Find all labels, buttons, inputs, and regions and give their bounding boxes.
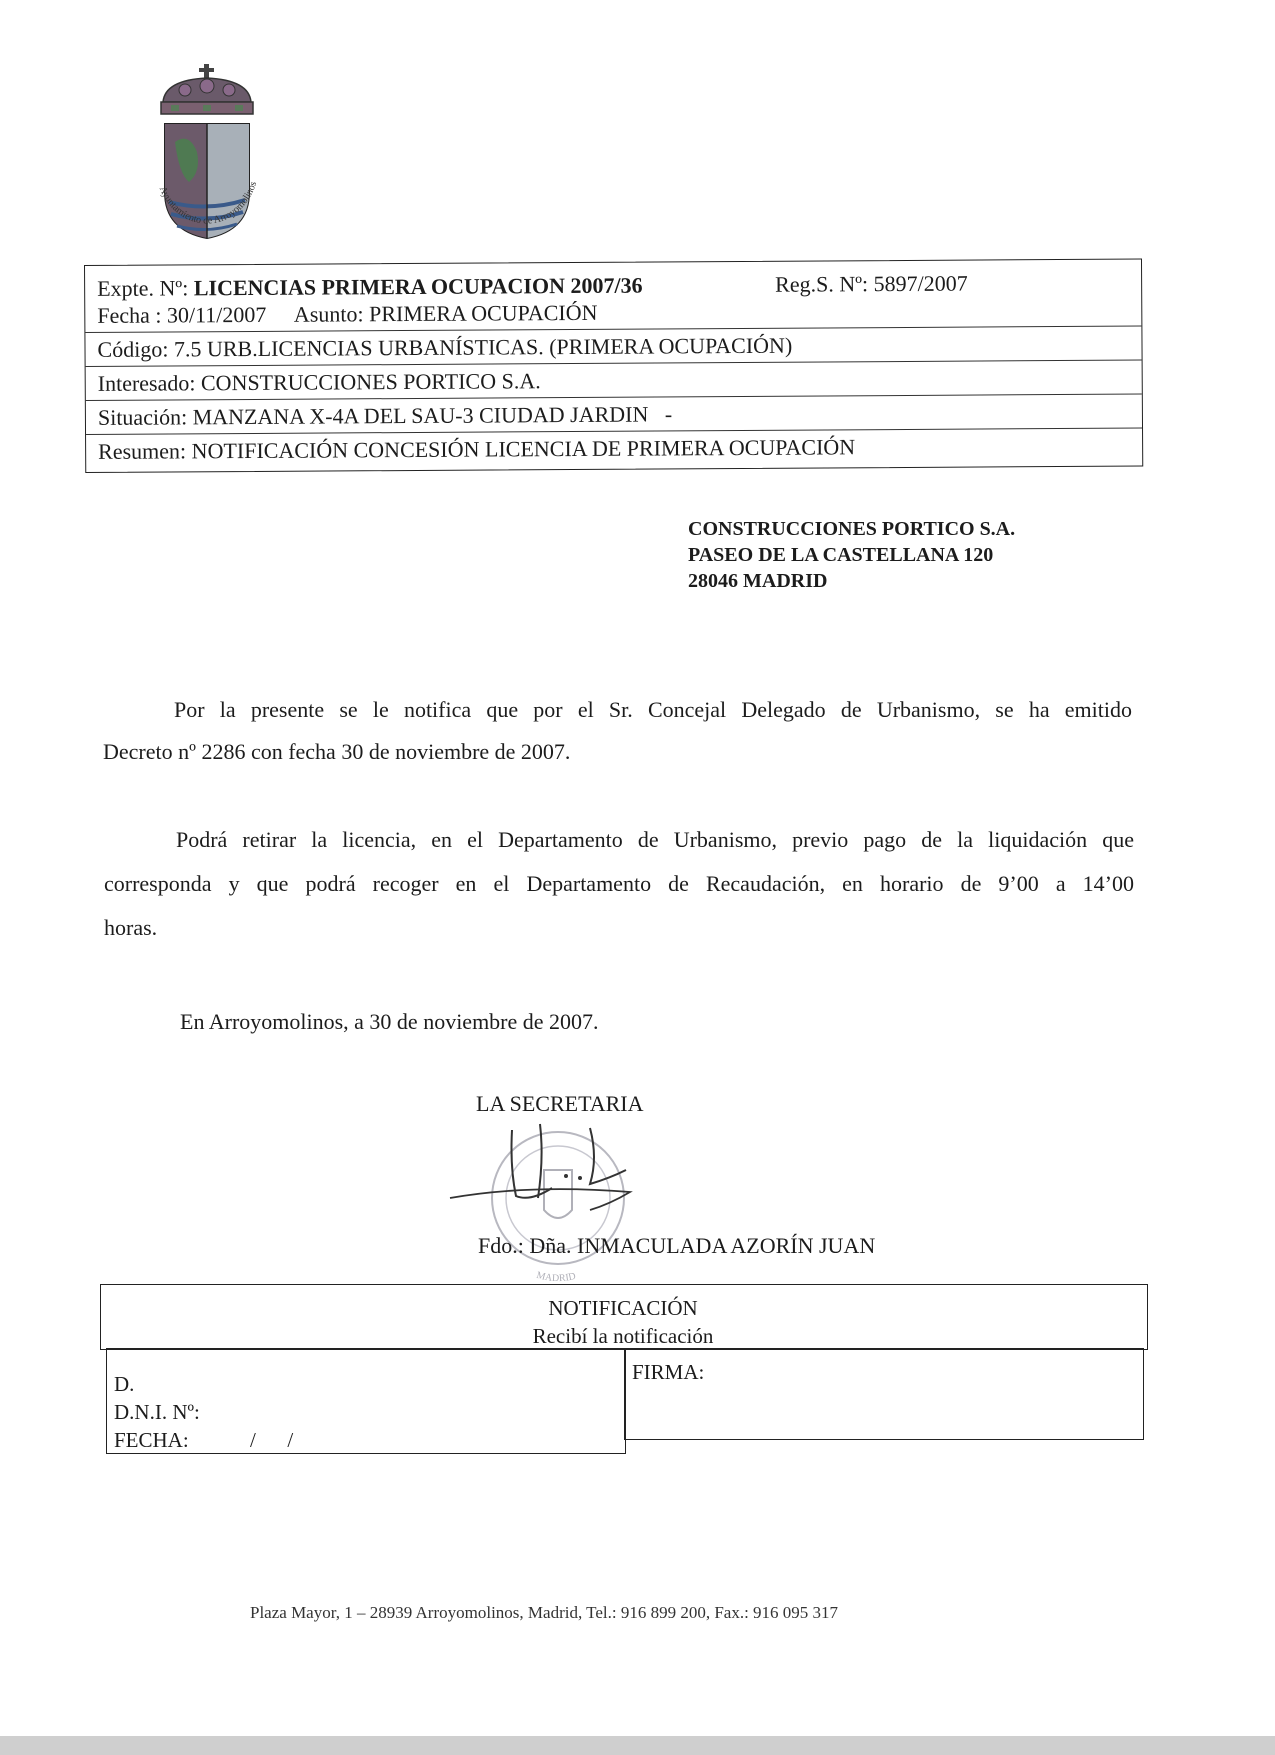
- codigo-value: 7.5 URB.LICENCIAS URBANÍSTICAS. (PRIMERA OCUPACIÓN): [173, 332, 793, 362]
- resumen-row: [86, 428, 1142, 469]
- recipient-street: PASEO DE LA CASTELLANA 120: [688, 544, 994, 566]
- handwritten-signature: [440, 1118, 680, 1238]
- scan-edge: [0, 1736, 1275, 1755]
- municipal-crest: [145, 62, 270, 252]
- receipt-title: NOTIFICACIÓN: [548, 1296, 698, 1320]
- svg-text:MADRID: MADRID: [535, 1269, 577, 1285]
- receipt-subtitle: Recibí la notificación: [532, 1324, 714, 1348]
- receipt-fecha-label: FECHA:: [114, 1428, 189, 1452]
- paragraph-2-line-2: corresponda y que podrá recoger en el Departamento de Recaudación, en horario de 9’00 a 14’00: [104, 871, 1134, 896]
- receipt-section: [100, 1284, 1146, 1456]
- place-date: En Arroyomolinos, a 30 de noviembre de 2007.: [180, 1009, 599, 1034]
- svg-text:Ayuntamiento de Arroyomolinos: Ayuntamiento de Arroyomolinos: [156, 180, 260, 227]
- interesado-label: Interesado:: [97, 370, 196, 396]
- resumen-label: Resumen:: [98, 438, 187, 464]
- situacion-label: Situación:: [97, 404, 188, 430]
- receipt-dni-label: D.N.I. Nº:: [114, 1400, 200, 1424]
- signer-name: Fdo.: Dña. INMACULADA AZORÍN JUAN: [478, 1233, 876, 1258]
- paragraph-1-line-1: Por la presente se le notifica que por el Sr. Concejal Delegado de Urbanismo, se ha emitido: [174, 697, 1132, 722]
- signer-title: LA SECRETARIA: [476, 1091, 644, 1116]
- expte-value: LICENCIAS PRIMERA OCUPACION 2007/36: [193, 272, 643, 301]
- recipient-name: CONSTRUCCIONES PORTICO S.A.: [688, 518, 1016, 540]
- receipt-fecha-slashes: / /: [250, 1428, 294, 1452]
- fecha-label: Fecha :: [97, 302, 162, 328]
- fecha-value: 30/11/2007: [166, 301, 267, 328]
- receipt-firma-label: FIRMA:: [632, 1360, 705, 1384]
- situacion-value: MANZANA X-4A DEL SAU-3 CIUDAD JARDIN -: [192, 401, 673, 430]
- paragraph-2-line-1: Podrá retirar la licencia, en el Departamento de Urbanismo, previo pago de la liquidación que: [176, 827, 1134, 852]
- asunto-label: Asunto:: [293, 301, 364, 327]
- recipient-city: 28046 MADRID: [688, 570, 828, 592]
- expte-label: Expte. Nº:: [97, 275, 189, 301]
- paragraph-1-line-2: Decreto nº 2286 con fecha 30 de noviembre de 2007.: [103, 739, 571, 764]
- footer-address: Plaza Mayor, 1 – 28939 Arroyomolinos, Madrid, Tel.: 916 899 200, Fax.: 916 095 317: [250, 1603, 839, 1622]
- reg-label: Reg.S. Nº:: [775, 271, 869, 297]
- paragraph-2-line-3: horas.: [104, 915, 158, 940]
- codigo-label: Código:: [97, 336, 169, 362]
- resumen-value: NOTIFICACIÓN CONCESIÓN LICENCIA DE PRIMERA OCUPACIÓN: [191, 434, 856, 464]
- interesado-value: CONSTRUCCIONES PORTICO S.A.: [200, 368, 541, 396]
- receipt-d-label: D.: [114, 1372, 135, 1396]
- file-header-box: [84, 259, 1143, 473]
- asunto-value: PRIMERA OCUPACIÓN: [368, 299, 598, 327]
- reg-value: 5897/2007: [873, 270, 968, 297]
